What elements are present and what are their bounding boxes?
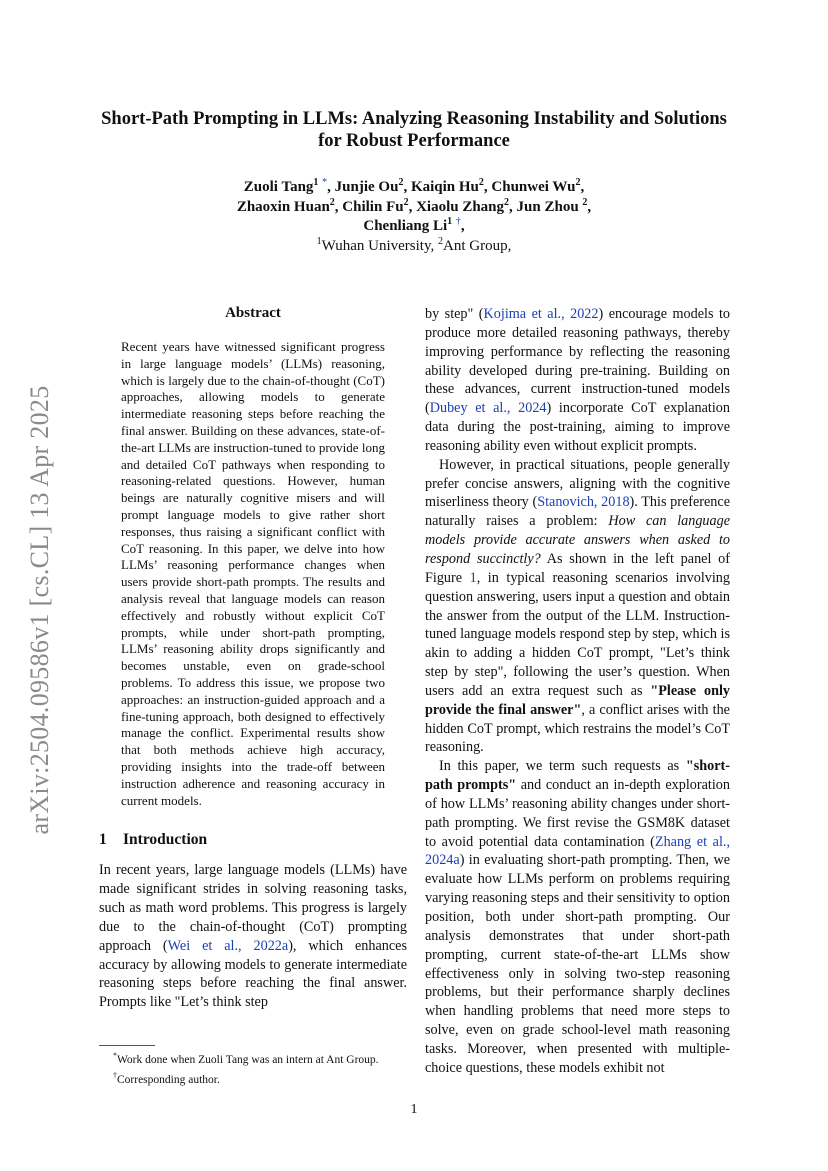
author-name: Jun Zhou bbox=[516, 198, 583, 215]
research-question: How can language models provide accurate answers when asked to respond succinctly? bbox=[425, 513, 730, 567]
abstract-heading: Abstract bbox=[225, 305, 281, 321]
author-name: Chenliang Li bbox=[363, 218, 448, 234]
affil-sup: 1 bbox=[316, 235, 322, 247]
author-affil-sup: 2 bbox=[582, 196, 588, 208]
author-affil-sup: 2 bbox=[398, 177, 404, 188]
author-name: Xiaolu Zhang bbox=[416, 198, 505, 215]
author-name: Zhaoxin Huan bbox=[236, 198, 330, 215]
footnote-divider bbox=[99, 1045, 155, 1046]
author-name: Junjie Ou bbox=[334, 179, 399, 195]
arxiv-sidebar-identifier bbox=[16, 365, 64, 855]
abstract-text: Recent years have witnessed significant progress in large language models’ (LLMs) reasoning, which is largely due to the chain-of-thought (CoT) approaches, allowing models to generate intermediate reasoning steps before reaching the final answer. Building on these advances, state-of-the-art LLMs are instruction-tuned to provide long and detailed CoT pathways when responding to reasoning-related questions. However, human beings are naturally cognitive misers and will prompt language models to give rather short responses, thus raising a significant conflict with CoT reasoning. In this paper, we delve into how LLMs’ reasoning performance changes when users provide short-path prompts. The results and analysis reveal that language models can reason effectively and robustly without explicit CoT prompts, while under short-path prompting, LLMs’ reasoning ability drops significantly and becomes unstable, even on grade-school problems. To address this issue, we propose two approaches: an instruction-guided approach and a fine-tuning approach, both designed to effectively manage the conflict. Experimental results show that both methods achieve high accuracy, providing insights into the trade-off between instruction adherence and reasoning accuracy in current models. bbox=[121, 339, 385, 808]
intro-paragraph-1: In recent years, large language models (LLMs) have made significant strides in solving reasoning tasks, such as math word problems. This progress is largely due to the chain-of-thought (CoT) prompting approach (Wei et al., 2022a), which enhances accuracy by allowing models to generate intermediate reasoning steps before reaching the final answer. Prompts like "Let’s think step bbox=[99, 862, 408, 1011]
author-affil-sup: 2 bbox=[329, 196, 335, 208]
citation-link[interactable]: Dubey et al., 2024 bbox=[429, 400, 547, 417]
intro-paragraph-1-cont: by step" (Kojima et al., 2022) encourage models to produce more detailed reasoning pathways, thereby improving performance by reflecting the reasoning ability developed during pre-training. Building on these advances, current instruction-tuned models (Dubey et al., 2024) incorporate CoT explanation data during the post-training, aiming to improve reasoning ability even without explicit prompts. bbox=[425, 306, 730, 454]
intro-paragraph-3: In this paper, we term such requests as "short-path prompts" and conduct an in-depth exploration of how LLMs’ reasoning ability changes under short-path prompting. We first revise the GSM8K dataset to avoid potential data contamination (Zhang et al., 2024a) in evaluating short-path prompting. Then, we evaluate how LLMs perform on problems requiring varying reasoning steps and their sensitivity to option position, both under short-path prompting. Our analysis demonstrates that under short-path prompting, current state-of-the-art LLMs show effectiveness only in solving two-step reasoning problems, but their performance sharply declines when handling problems that need more steps to solve, even on grade school-level math reasoning tasks. Moreover, when presented with multiple-choice questions, these models exhibit not bbox=[425, 758, 730, 1076]
footnote-mark-link[interactable]: † bbox=[455, 216, 461, 227]
left-column bbox=[99, 305, 407, 1012]
section-number: 1 bbox=[99, 831, 107, 849]
section-title: Introduction bbox=[123, 831, 208, 849]
paper-title: Short-Path Prompting in LLMs: Analyzing Reasoning Instability and Solutions for Robust Performance bbox=[101, 109, 727, 151]
arxiv-id-text: arXiv:2504.09586v1 [cs.CL] 13 Apr 2025 bbox=[25, 385, 54, 835]
emphasized-term: "short-path prompts" bbox=[425, 758, 730, 794]
author-affil-sup: 2 bbox=[575, 177, 581, 188]
affiliation: Ant Group, bbox=[443, 237, 512, 254]
footnote: *Work done when Zuoli Tang was an intern at Ant Group. bbox=[113, 1051, 379, 1066]
footnotes bbox=[99, 1048, 407, 1088]
author-line-2: Zhaoxin Huan$^2$, Chilin Fu$^2$, Xiaolu Zhang$^2$, Jun Zhou $^2$, bbox=[236, 196, 592, 215]
author-name: Kaiqin Hu bbox=[410, 179, 479, 195]
citation-link[interactable]: Wei et al., 2022a bbox=[167, 937, 289, 954]
page-number: 1 bbox=[410, 1102, 418, 1117]
affiliation: Wuhan University, bbox=[321, 237, 438, 254]
footnote-mark-link[interactable]: * bbox=[322, 177, 328, 188]
affil-sup: 2 bbox=[438, 235, 443, 247]
section-heading-introduction bbox=[99, 831, 407, 849]
emphasized-prompt: "Please only provide the final answer" bbox=[425, 682, 730, 718]
affiliations-line bbox=[150, 237, 678, 257]
author-affil-sup: 2 bbox=[504, 196, 510, 208]
author-affil-sup: 1 bbox=[447, 216, 453, 227]
author-affil-sup: 2 bbox=[403, 196, 409, 208]
author-line-3: Chenliang Li$^1$ †, bbox=[363, 216, 465, 234]
author-affil-sup: 1 bbox=[313, 177, 319, 188]
author-name: Zuoli Tang bbox=[243, 179, 314, 195]
right-column bbox=[425, 305, 730, 1078]
author-line-1: Zuoli Tang$^1$ *, Junjie Ou$^2$, Kaiqin Hu$^2$, Chunwei Wu$^2$, bbox=[243, 177, 585, 195]
footnote: †Corresponding author. bbox=[113, 1070, 220, 1086]
citation-link[interactable]: Kojima et al., 2022 bbox=[483, 306, 599, 322]
author-name: Chilin Fu bbox=[342, 198, 404, 215]
author-affil-sup: 2 bbox=[478, 177, 484, 188]
author-name: Chunwei Wu bbox=[491, 179, 576, 195]
citation-link[interactable]: Stanovich, 2018 bbox=[537, 494, 630, 511]
figure-ref-link[interactable]: 1 bbox=[469, 569, 477, 586]
citation-link[interactable]: Zhang et al., 2024a bbox=[425, 833, 730, 869]
intro-paragraph-2: However, in practical situations, people generally prefer concise answers, aligning with the cognitive miserliness theory (Stanovich, 2018). This preference naturally raises a problem: How can language models provide accurate answers when asked to respond succinctly? As shown in the left panel of Figure 1, in typical reasoning scenarios involving question answering, users input a question and obtain the answer from the output of the LLM. Instruction-tuned language models respond step by step, which is akin to adding a hidden CoT prompt, "Let’s think step by step", following the user’s question. When users add an extra request such as "Please only provide the final answer", a conflict arises with the hidden CoT prompt, which restrains the model’s CoT reasoning. bbox=[425, 456, 731, 756]
author-block bbox=[150, 178, 678, 256]
